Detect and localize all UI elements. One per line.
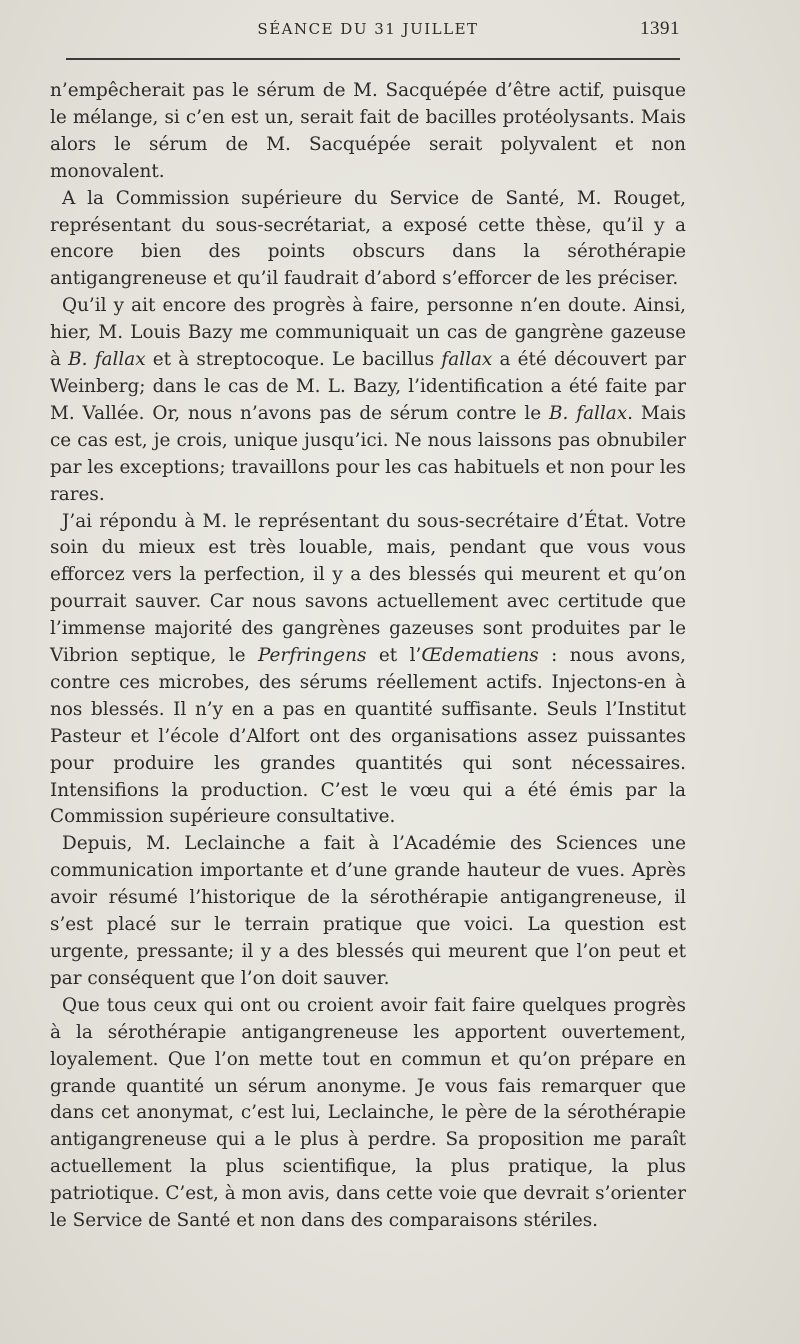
italic-term: Œdematiens (421, 645, 539, 667)
running-head: SÉANCE DU 31 JUILLET (257, 20, 479, 38)
text-run: J’ai répondu à M. le représentant du sous-secrétaire d’État. Votre soin du mieux est très louable, mais, pendant que vous vous efforcez vers la perfection, il y a des blessés qui meurent et qu’on pourrait sauver. Car nous savons actuellement avec certitude que l’immense majorité des gangrènes gazeuses sont produites par le Vibrion septique, le (50, 510, 686, 667)
body-text (50, 78, 686, 1235)
paragraph (50, 78, 686, 186)
text-run: a été découvert par Weinberg; dans le cas de M. L. Bazy, l’identification a été faite par M. Vallée. Or, nous n’avons pas de sérum contre le (50, 349, 686, 424)
text-run: Qu’il y ait encore des progrès à faire, personne n’en doute. Ainsi, hier, M. Louis Bazy me communiquait un cas de gangrène gazeuse à (50, 295, 686, 371)
paragraph (50, 186, 686, 294)
text-run: . Mais ce cas est, je crois, unique jusqu’ici. Ne nous laissons pas obnubiler par les exceptions; travaillons pour les cas habituels et non pour les rares. (50, 402, 687, 505)
text-run: Que tous ceux qui ont ou croient avoir fait faire quelques progrès à la sérothérapie antigangreneuse les apportent ouvertement, loyalement. Que l’on mette tout en commun et qu’on prépare en grande quantité un sérum anonyme. Je vous fais remarquer que dans cet anonymat, c’est lui, Leclainche, le père de la sérothérapie antigangreneuse qui a le plus à perdre. Sa proposition me paraît actuellement la plus scientifique, la plus pratique, la plus patriotique. C’est, à mon avis, dans cette voie que devrait s’orienter le Service de Santé et non dans des comparaisons stériles. (50, 994, 686, 1232)
paragraph (50, 293, 686, 508)
text-run: et l’ (366, 645, 422, 667)
page-header (52, 18, 684, 44)
page-number: 1391 (640, 18, 680, 39)
italic-term: Perfringens (257, 645, 367, 667)
text-run: A la Commission supérieure du Service de Santé, M. Rouget, représentant du sous-secrétariat, a exposé cette thèse, qu’il y a encore bien des points obscurs dans la sérothérapie antigangreneuse et qu’il faudrait d’abord s’efforcer de les préciser. (50, 187, 686, 290)
paragraph (50, 831, 686, 992)
header-rule (66, 58, 680, 60)
paragraph (50, 993, 686, 1235)
text-run: : nous avons, contre ces microbes, des sérums réellement actifs. Injectons-en à nos blessés. Il n’y en a pas en quantité suffisante. Seuls l’Institut Pasteur et l’école d’Alfort ont des organisations assez puissantes pour produire les grandes quantités qui sont nécessaires. Intensifions la production. C’est le vœu qui a été émis par la Commission supérieure consultative. (50, 645, 686, 828)
text-run: Depuis, M. Leclainche a fait à l’Académie des Sciences une communication importante et d’une grande hauteur de vues. Après avoir résumé l’historique de la sérothérapie antigangreneuse, il s’est placé sur le terrain pratique que voici. La question est urgente, pressante; il y a des blessés qui meurent que l’on peut et par conséquent que l’on doit sauver. (50, 833, 686, 989)
text-run: et à streptocoque. Le bacillus (145, 349, 442, 371)
paragraph (50, 509, 686, 832)
italic-term: B. fallax (549, 402, 628, 424)
italic-term: B. fallax (68, 349, 146, 371)
text-run: n’empêcherait pas le sérum de M. Sacquépée d’être actif, puisque le mélange, si c’en est un, serait fait de bacilles protéolysants. Mais alors le sérum de M. Sacquépée serait polyvalent et non monovalent. (50, 80, 686, 182)
italic-term: fallax (441, 349, 493, 371)
